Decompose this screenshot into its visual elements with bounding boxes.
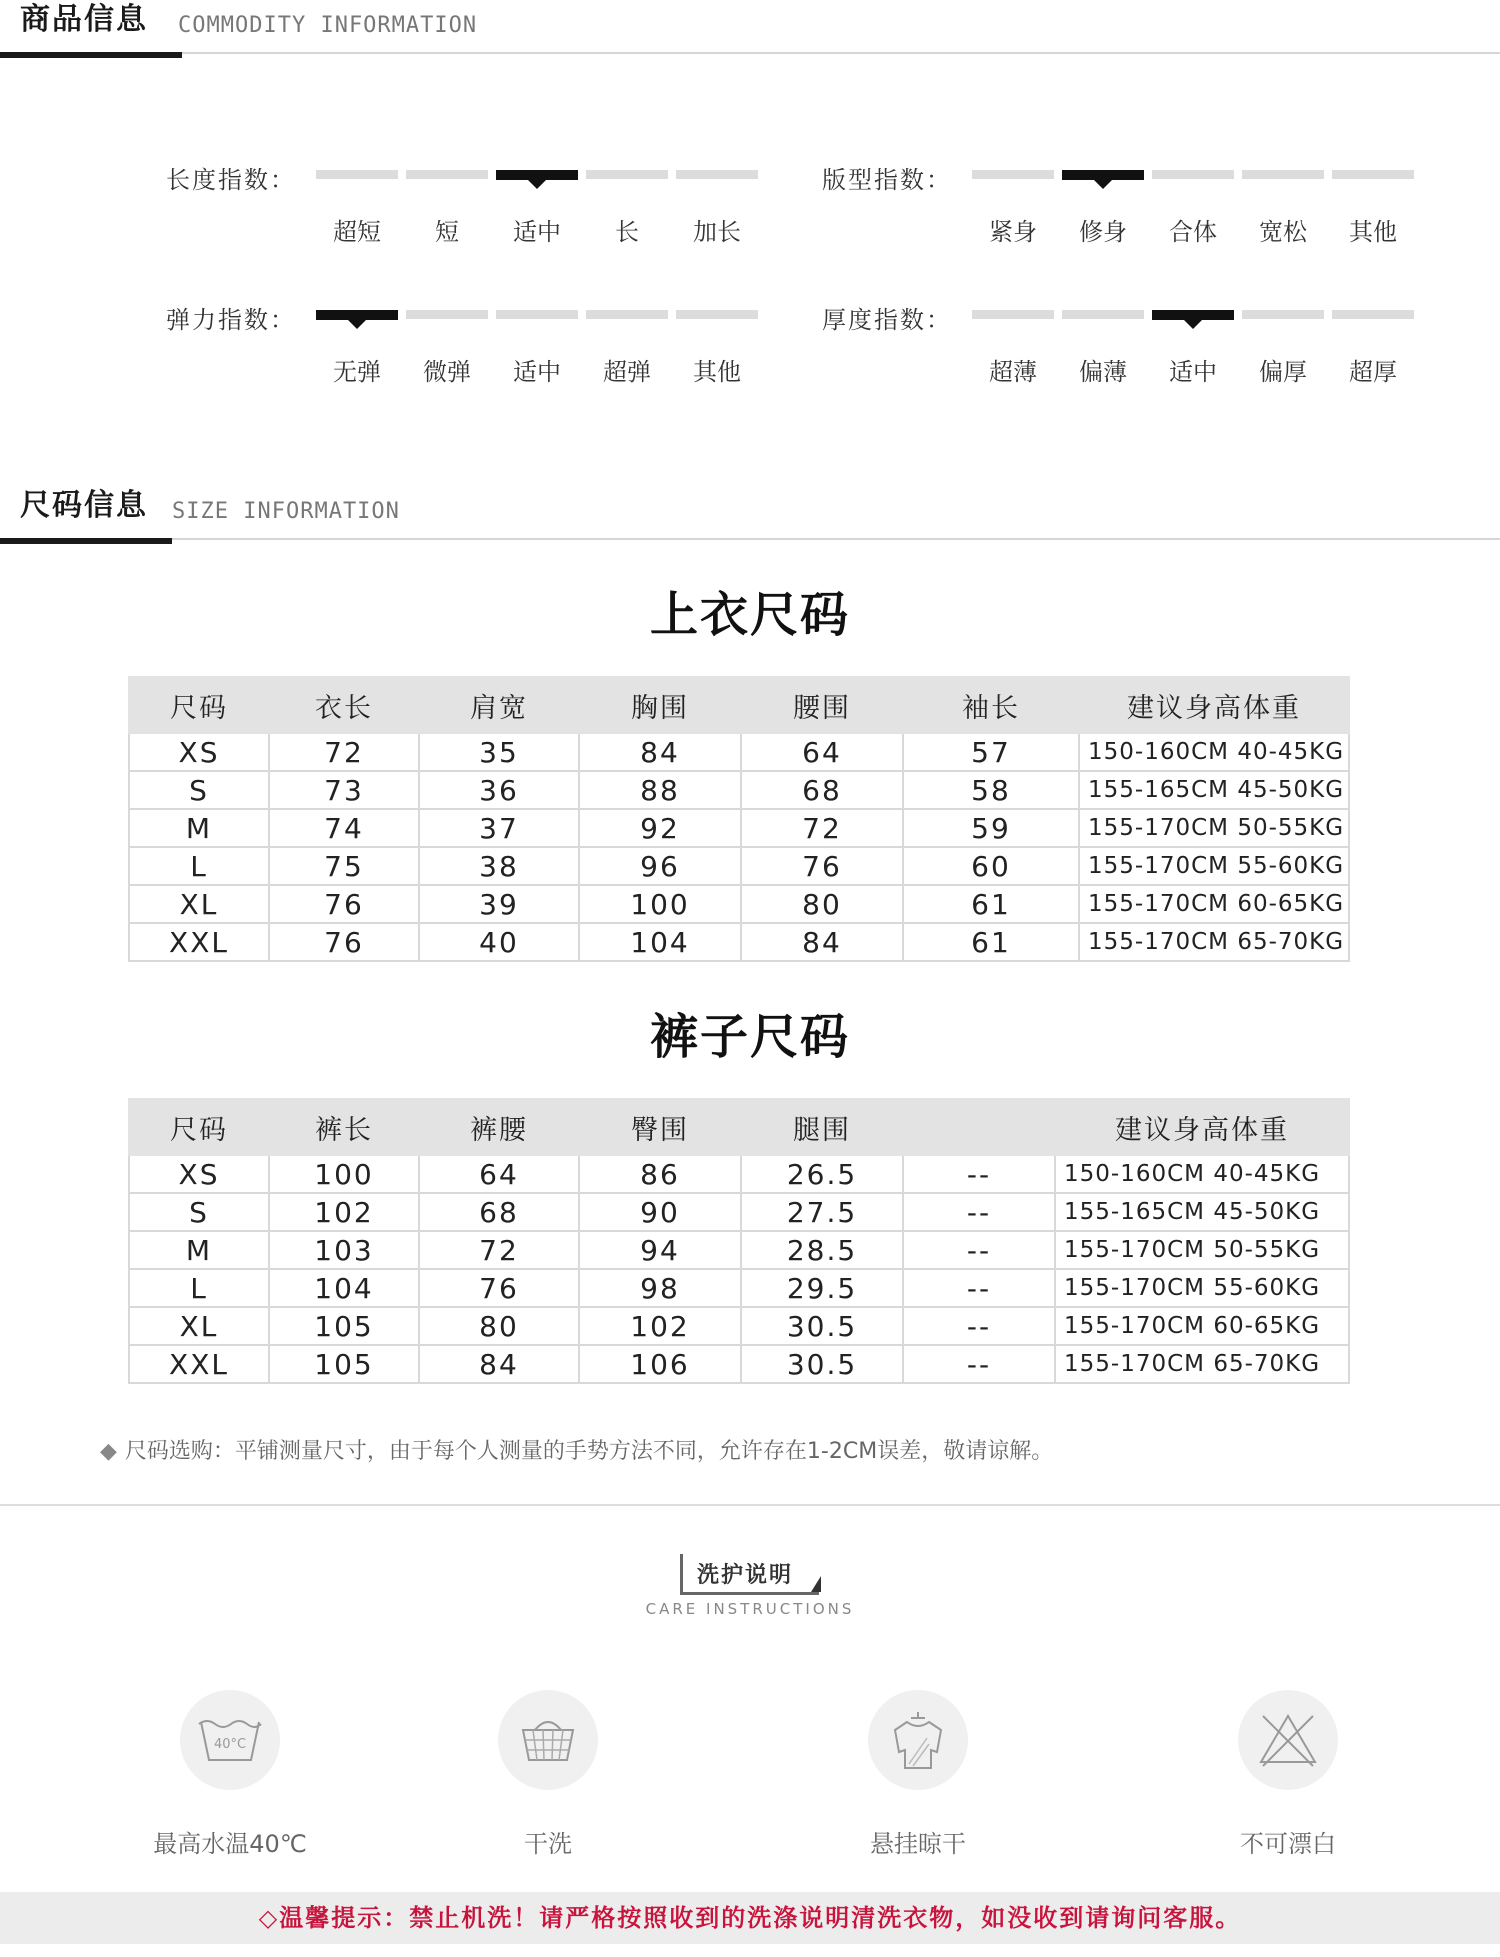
index-segment — [406, 170, 488, 179]
column-header: 臀围 — [579, 1099, 741, 1155]
index-segment — [406, 310, 488, 319]
care-label: 不可漂白 — [1240, 1830, 1336, 1858]
table-cell: 84 — [579, 733, 741, 771]
table-cell: 38 — [419, 847, 579, 885]
care-label: 悬挂晾干 — [870, 1830, 966, 1858]
table-header-row — [129, 1099, 1349, 1155]
column-header: 袖长 — [903, 677, 1079, 733]
table-cell: S — [129, 771, 269, 809]
index-option: 无弹 — [333, 358, 381, 386]
table-cell: 73 — [269, 771, 419, 809]
warning-bar — [0, 1892, 1500, 1944]
column-header: 衣长 — [269, 677, 419, 733]
corner-triangle-icon — [811, 1576, 821, 1592]
table-cell: 76 — [741, 847, 903, 885]
table-cell: 84 — [419, 1345, 579, 1383]
table-cell: 102 — [269, 1193, 419, 1231]
table-cell: XL — [129, 1307, 269, 1345]
table-row — [129, 885, 1349, 923]
table-row — [129, 1193, 1349, 1231]
table-cell: S — [129, 1193, 269, 1231]
table-cell: 86 — [579, 1155, 741, 1193]
table-cell: 68 — [741, 771, 903, 809]
index-row-length — [166, 160, 766, 250]
table-cell: 60 — [903, 847, 1079, 885]
diamond-bullet-icon: ◆ — [100, 1439, 117, 1464]
table-cell: 72 — [419, 1231, 579, 1269]
table-cell: 36 — [419, 771, 579, 809]
index-option: 超短 — [333, 218, 381, 246]
table-cell: 61 — [903, 923, 1079, 961]
index-option: 偏厚 — [1259, 358, 1307, 386]
index-option: 紧身 — [989, 218, 1037, 246]
column-header: 尺码 — [129, 1099, 269, 1155]
table-row — [129, 847, 1349, 885]
table-cell: 64 — [419, 1155, 579, 1193]
table-cell: 72 — [269, 733, 419, 771]
table-cell: 155-170CM 65-70KG — [1055, 1345, 1349, 1383]
section-divider — [0, 1504, 1500, 1506]
table-cell: 102 — [579, 1307, 741, 1345]
column-header — [903, 1099, 1055, 1155]
table-cell: 105 — [269, 1345, 419, 1383]
care-label: 最高水温40℃ — [153, 1830, 307, 1858]
table-cell: 150-160CM 40-45KG — [1055, 1155, 1349, 1193]
table-row — [129, 923, 1349, 961]
table-cell: 26.5 — [741, 1155, 903, 1193]
index-segment — [1152, 170, 1234, 179]
table-cell: 155-170CM 60-65KG — [1055, 1307, 1349, 1345]
top-size-title: 上衣尺码 — [649, 587, 850, 643]
table-cell: XXL — [129, 1345, 269, 1383]
pants-size-table — [128, 1098, 1350, 1384]
warning-text: ◇温馨提示：禁止机洗！请严格按照收到的洗涤说明清洗衣物，如没收到请询问客服。 — [258, 1904, 1242, 1932]
table-cell: 104 — [269, 1269, 419, 1307]
column-header: 腿围 — [741, 1099, 903, 1155]
index-option: 偏薄 — [1079, 358, 1127, 386]
index-option: 微弹 — [423, 358, 471, 386]
index-label: 版型指数： — [822, 166, 952, 194]
care-title-en: CARE INSTRUCTIONS — [645, 1600, 855, 1618]
table-cell: 75 — [269, 847, 419, 885]
table-cell: 90 — [579, 1193, 741, 1231]
column-header: 建议身高体重 — [1079, 677, 1349, 733]
table-cell: 94 — [579, 1231, 741, 1269]
index-option: 适中 — [1169, 358, 1217, 386]
size-title-zh: 尺码信息 — [20, 488, 148, 523]
table-cell: 64 — [741, 733, 903, 771]
hang-dry-shirt-icon — [868, 1690, 968, 1790]
table-cell: 30.5 — [741, 1345, 903, 1383]
column-header: 肩宽 — [419, 677, 579, 733]
table-row — [129, 809, 1349, 847]
header-divider — [0, 538, 1500, 540]
table-cell: -- — [903, 1307, 1055, 1345]
no-bleach-icon — [1238, 1690, 1338, 1790]
header-divider — [0, 52, 1500, 54]
index-option: 超弹 — [603, 358, 651, 386]
table-cell: 104 — [579, 923, 741, 961]
column-header: 裤长 — [269, 1099, 419, 1155]
table-row — [129, 733, 1349, 771]
table-cell: 103 — [269, 1231, 419, 1269]
index-option: 超薄 — [989, 358, 1037, 386]
table-header-row — [129, 677, 1349, 733]
index-option: 超厚 — [1349, 358, 1397, 386]
index-row-fit — [822, 160, 1422, 250]
table-cell: 106 — [579, 1345, 741, 1383]
table-row — [129, 771, 1349, 809]
table-cell: 40 — [419, 923, 579, 961]
table-cell: 76 — [269, 885, 419, 923]
table-cell: 98 — [579, 1269, 741, 1307]
table-cell: M — [129, 809, 269, 847]
care-label: 干洗 — [524, 1830, 572, 1858]
table-cell: 155-165CM 45-50KG — [1079, 771, 1349, 809]
index-option: 修身 — [1079, 218, 1127, 246]
table-cell: -- — [903, 1231, 1055, 1269]
index-option: 短 — [435, 218, 459, 246]
index-segment — [586, 170, 668, 179]
table-cell: 76 — [419, 1269, 579, 1307]
table-cell: 92 — [579, 809, 741, 847]
table-cell: 105 — [269, 1307, 419, 1345]
table-cell: 100 — [269, 1155, 419, 1193]
table-cell: 74 — [269, 809, 419, 847]
index-segment — [316, 170, 398, 179]
header-accent-bar — [0, 538, 172, 544]
table-cell: M — [129, 1231, 269, 1269]
commodity-section-header — [0, 0, 1500, 60]
index-option: 加长 — [693, 218, 741, 246]
svg-text:40°C: 40°C — [213, 1737, 247, 1752]
table-cell: 155-170CM 55-60KG — [1055, 1269, 1349, 1307]
table-cell: 30.5 — [741, 1307, 903, 1345]
table-cell: 80 — [419, 1307, 579, 1345]
index-option: 适中 — [513, 218, 561, 246]
index-segment — [972, 310, 1054, 319]
table-cell: 84 — [741, 923, 903, 961]
table-cell: -- — [903, 1269, 1055, 1307]
table-cell: 88 — [579, 771, 741, 809]
index-segment-selected — [1062, 170, 1144, 180]
care-item-hang-dry — [818, 1690, 1018, 1859]
table-row — [129, 1345, 1349, 1383]
table-cell: 80 — [741, 885, 903, 923]
index-segment — [586, 310, 668, 319]
table-cell: 155-170CM 55-60KG — [1079, 847, 1349, 885]
table-cell: XS — [129, 733, 269, 771]
table-cell: XXL — [129, 923, 269, 961]
table-cell: 155-170CM 50-55KG — [1079, 809, 1349, 847]
table-cell: 27.5 — [741, 1193, 903, 1231]
index-option: 适中 — [513, 358, 561, 386]
index-label: 厚度指数： — [822, 306, 952, 334]
table-cell: 76 — [269, 923, 419, 961]
size-section-header — [0, 486, 1500, 546]
index-segment — [676, 170, 758, 179]
index-segment — [676, 310, 758, 319]
top-size-table — [128, 676, 1350, 962]
table-cell: 68 — [419, 1193, 579, 1231]
table-cell: L — [129, 1269, 269, 1307]
table-cell: 58 — [903, 771, 1079, 809]
table-row — [129, 1231, 1349, 1269]
table-cell: 150-160CM 40-45KG — [1079, 733, 1349, 771]
index-option: 宽松 — [1259, 218, 1307, 246]
index-segment — [1242, 310, 1324, 319]
table-cell: -- — [903, 1345, 1055, 1383]
care-item-no-bleach — [1188, 1690, 1388, 1859]
column-header: 胸围 — [579, 677, 741, 733]
table-cell: 35 — [419, 733, 579, 771]
care-item-wash-temp — [130, 1690, 330, 1859]
index-row-elasticity — [166, 300, 766, 390]
column-header: 腰围 — [741, 677, 903, 733]
index-option: 其他 — [693, 358, 741, 386]
index-segment — [1332, 170, 1414, 179]
care-item-dry-clean — [448, 1690, 648, 1859]
table-cell: L — [129, 847, 269, 885]
care-title-badge — [680, 1554, 819, 1595]
table-cell: 155-170CM 50-55KG — [1055, 1231, 1349, 1269]
index-segment-selected — [316, 310, 398, 320]
index-option: 合体 — [1169, 218, 1217, 246]
dry-clean-basket-icon — [498, 1690, 598, 1790]
column-header: 尺码 — [129, 677, 269, 733]
index-option: 长 — [615, 218, 639, 246]
index-row-thickness — [822, 300, 1422, 390]
table-cell: XL — [129, 885, 269, 923]
table-cell: 155-170CM 60-65KG — [1079, 885, 1349, 923]
table-cell: 29.5 — [741, 1269, 903, 1307]
header-accent-bar — [0, 52, 182, 58]
table-cell: 28.5 — [741, 1231, 903, 1269]
table-row — [129, 1307, 1349, 1345]
table-cell: -- — [903, 1155, 1055, 1193]
index-label: 弹力指数： — [166, 306, 296, 334]
index-segment — [972, 170, 1054, 179]
table-row — [129, 1155, 1349, 1193]
column-header: 裤腰 — [419, 1099, 579, 1155]
index-segment-selected — [496, 170, 578, 180]
table-cell: 39 — [419, 885, 579, 923]
index-segment — [496, 310, 578, 319]
care-title-zh: 洗护说明 — [697, 1563, 794, 1588]
index-segment — [1062, 310, 1144, 319]
table-cell: 96 — [579, 847, 741, 885]
table-row — [129, 1269, 1349, 1307]
index-option: 其他 — [1349, 218, 1397, 246]
column-header: 建议身高体重 — [1055, 1099, 1349, 1155]
table-cell: -- — [903, 1193, 1055, 1231]
table-cell: 155-170CM 65-70KG — [1079, 923, 1349, 961]
index-segment — [1332, 310, 1414, 319]
washtub-40-icon — [180, 1690, 280, 1790]
index-label: 长度指数： — [166, 166, 296, 194]
size-note-text: 尺码选购：平铺测量尺寸，由于每个人测量的手势方法不同，允许存在1-2CM误差，敬请谅解。 — [124, 1439, 1054, 1464]
table-cell: 100 — [579, 885, 741, 923]
table-cell: 155-165CM 45-50KG — [1055, 1193, 1349, 1231]
index-segment-selected — [1152, 310, 1234, 320]
table-cell: XS — [129, 1155, 269, 1193]
table-cell: 61 — [903, 885, 1079, 923]
commodity-title-zh: 商品信息 — [20, 2, 148, 37]
pants-size-title: 裤子尺码 — [649, 1009, 850, 1065]
index-segment — [1242, 170, 1324, 179]
size-note — [100, 1434, 1053, 1465]
table-cell: 72 — [741, 809, 903, 847]
commodity-title-en: COMMODITY INFORMATION — [178, 13, 478, 38]
table-cell: 59 — [903, 809, 1079, 847]
size-title-en: SIZE INFORMATION — [172, 499, 400, 524]
table-cell: 37 — [419, 809, 579, 847]
table-cell: 57 — [903, 733, 1079, 771]
